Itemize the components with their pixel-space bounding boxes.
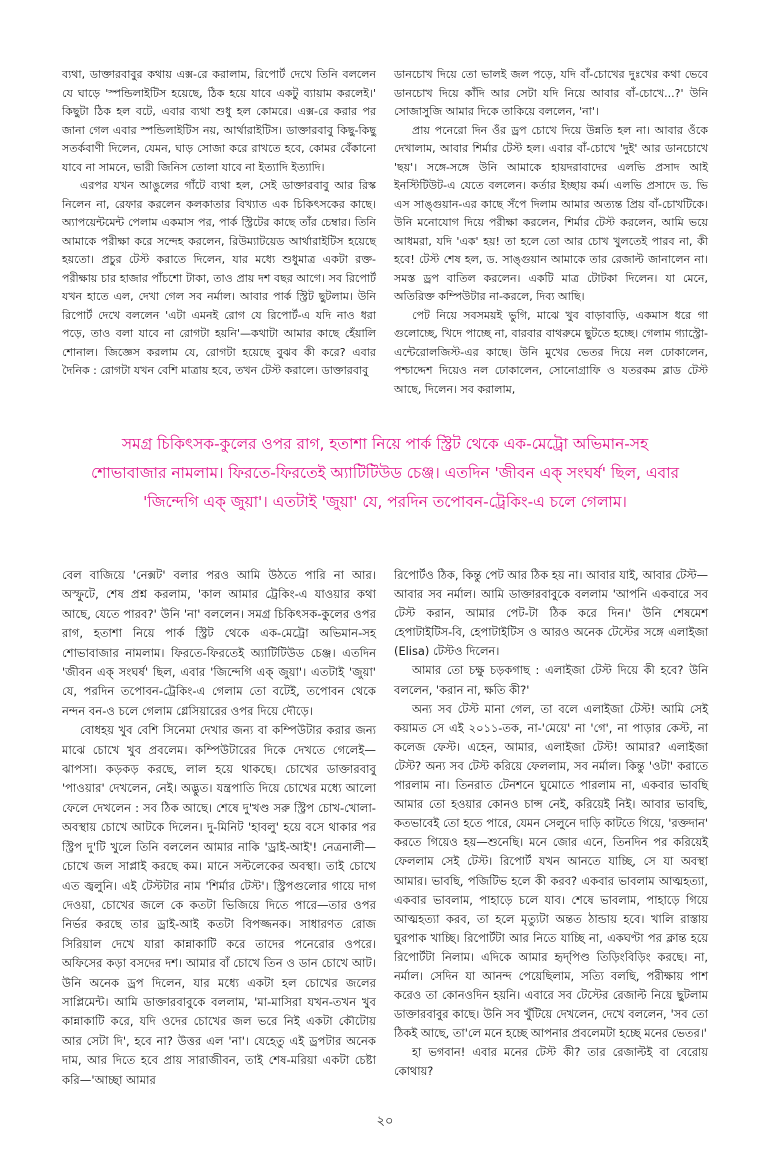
paragraph: বেল বাজিয়ে 'নেক্সট' বলার পরও আমি উঠতে পারি না আর। অস্ফুটে, শেষ প্রশ্ন করলাম, 'কাল আমার ট্রেকিং-এ যাওয়ার কথা আছে, যেতে পারব?' উনি 'না' বললেন। সমগ্র চিকিৎসক-কুলের ওপর রাগ, হতাশা নিয়ে পার্ক স্ট্রিট থেকে এক-মেট্রো অভিমান-সহ শোভাবাজার নামলাম। ফিরতে-ফিরতেই অ্যাটিটিউড চেঞ্জ। এতদিন 'জীবন এক্ সংঘর্ষ' ছিল, এবার 'জিন্দেগি এক্ জুয়া'। এতটাই 'জুয়া' যে, পরদিন তপোবন-ট্রেকিং-এ গেলাম তো বটেই, তপোবন থেকে নন্দন বন-ও চলে গেলাম গ্লেসিয়ারের ওপর দিয়ে দৌড়ে।: [62, 568, 376, 718]
pull-quote-line: সমগ্র চিকিৎসক-কুলের ওপর রাগ, হতাশা নিয়ে পার্ক স্ট্রিট থেকে এক-মেট্রো অভিমান-সহ: [121, 435, 649, 453]
page-number: ২০: [376, 1114, 394, 1129]
paragraph: হা ভগবান! এবার মনের টেস্ট কী? তার রেজাল্টই বা বেরোয় কোথায়?: [394, 1045, 708, 1079]
paragraph: আমার তো চক্ষু চড়কগাছ : এলাইজা টেস্ট দিয়ে কী হবে? উনি বললেন, 'করান না, ক্ষতি কী?': [394, 663, 708, 697]
paragraph: অন্য সব টেস্ট মানা গেল, তা বলে এলাইজা টেস্ট! আমি সেই কয়ামত সে এই ২০১১-তক, না-'মেয়ে' না 'গে', না পাড়ার কেস্ট, না কলেজ ফেস্ট। এহেন, আমার, এলাইজা টেস্ট! আমার? এলাইজা টেস্ট? অন্য সব টেস্ট করিয়ে ফেললাম, সব নর্মাল। কিন্তু 'ওটা' করাতে পারলাম না। তিনরাত টেনশনে ঘুমোতে পারলাম না, একবার ভাবছি আমার তো হওয়ার কোনও চান্স নেই, করিয়েই নিই। আবার ভাবছি, কতভাবেই তো হতে পারে, যেমন সেলুনে দাড়ি কাটতে গিয়ে, 'রক্তদান' করতে গিয়েও হয়—শুনেছি। মনে জোর এনে, তিনদিন পর করিয়েই ফেললাম সেই টেস্ট। রিপোর্ট যখন আনতে যাচ্ছি, সে যা অবস্থা আমার। ভাবছি, পজিটিভ হলে কী করব? একবার ভাবলাম আত্মহত্যা, একবার ভাবলাম, পাহাড়ে চলে যাব। শেষে ভাবলাম, পাহাড়ে গিয়ে আত্মহত্যা করব, তা হলে মৃত্যুটা অন্তত ঠান্ডায় হবে। খালি রাস্তায় ঘুরপাক খাচ্ছি। রিপোর্টটা আর নিতে যাচ্ছি না, একঘণ্টা পর ক্লান্ত হয়ে রিপোর্টটা নিলাম। এদিকে আমার হৃদ্‌পিণ্ড তিড়িংবিড়িং করছে। না, নর্মাল। সেদিন যা আনন্দ পেয়েছিলাম, সত্যি বলছি, পরীক্ষায় পাশ করেও তা কোনওদিন হয়নি। এবারে সব টেস্টের রেজাল্ট নিয়ে ছুটলাম ডাক্তারবাবুর কাছে। উনি সব খুঁটিয়ে দেখলেন, দেখে বললেন, 'সব তো ঠিকই আছে, তা'লে মনে হচ্ছে আপনার প্রবলেমটা হচ্ছে মনের ভেতর।': [394, 701, 708, 1041]
paragraph: এরপর যখন আঙুলের গাঁটে ব্যথা হল, সেই ডাক্তারবাবু আর রিস্ক নিলেন না, রেফার করলেন কলকাতার বিখ্যাত এক চিকিৎসকের কাছে। অ্যাপয়েন্টমেন্ট পেলাম একমাস পর, পার্ক স্ট্রিটের কাছে তাঁর চেম্বার। তিনি আমাকে পরীক্ষা করে সন্দেহ করলেন, রিউম্যাটয়েড আর্থারাইটিস হয়েছে হয়তো। প্রচুর টেস্ট করাতে দিলেন, যার মধ্যে শুধুমাত্র একটা রক্ত-পরীক্ষায় চার হাজার পাঁচশো টাকা, তাও প্রায় দশ বছর আগে। সব রিপোর্ট যখন হাতে এল, দেখা গেল সব নর্মাল। আবার পার্ক স্ট্রিট ছুটলাম। উনি রিপোর্ট দেখে বললেন 'এটা এমনই রোগ যে রিপোর্ট-এ যদি নাও ধরা পড়ে, তাও বলা যাবে না রোগটা হয়নি'—কথাটা আমার কাছে হেঁয়ালি শোনাল। জিজ্ঞেস করলাম যে, রোগটা হয়েছে বুঝব কী করে? এবার দৈনিক : রোগটা যখন বেশি মাত্রায় হবে, তখন টেস্ট করালে। ডাক্তারবাবু: [62, 179, 376, 377]
paragraph: রিপোর্টও ঠিক, কিন্তু পেট আর ঠিক হয় না। আবার যাই, আবার টেস্ট—আবার সব নর্মাল। আমি ডাক্তারবাবুকে বললাম 'আপনি একবারে সব টেস্ট করান, আমার পেট-টা ঠিক করে দিন।' উনি শেষমেশ হেপাটাইটিস-বি, হেপাটাইটিস ও আরও অনেক টেস্টের সঙ্গে এলাইজা (Elisa) টেস্টও দিলেন।: [394, 568, 708, 659]
pull-quote-line: শোভাবাজার নামলাম। ফিরতে-ফিরতেই অ্যাটিটিউড চেঞ্জ। এতদিন 'জীবন এক্ সংঘর্ষ' ছিল, এবার: [90, 464, 680, 482]
paragraph: ব্যথা, ডাক্তারবাবুর কথায় এক্স-রে করালাম, রিপোর্ট দেখে তিনি বললেন যে ঘাড়ে 'স্পন্ডিলাইটিস হয়েছে, ঠিক হয়ে যাবে একটু ব্যায়াম করলেই।' কিছুটা ঠিক হল বটে, এবার ব্যথা শুধু হল কোমরে। এক্স-রে করার পর জানা গেল এবার স্পন্ডিলাইটিস নয়, আর্থারাইটিস। ডাক্তারবাবু কিছু-কিছু সতর্কবাণী দিলেন, যেমন, ঘাড় সোজা করে রাখতে হবে, কোমর বেঁকানো যাবে না সামনে, ভারী জিনিস তোলা যাবে না ইত্যাদি ইত্যাদি।: [62, 68, 376, 174]
pull-quote-line: 'জিন্দেগি এক্ জুয়া'। এতটাই 'জুয়া' যে, পরদিন তপোবন-ট্রেকিং-এ চলে গেলাম।: [143, 493, 627, 511]
column-top-left: [62, 66, 376, 381]
pull-quote: [70, 430, 700, 517]
paragraph: ডানচোখ দিয়ে তো ভালই জল পড়ে, যদি বাঁ-চোখের দুঃখের কথা ভেবে ডানচোখ দিয়ে কাঁদি আর সেটা যদি নিয়ে আবার বাঁ-চোখে...?' উনি সোজাসুজি আমার দিকে তাকিয়ে বললেন, 'না'।: [394, 68, 708, 118]
paragraph: পেট নিয়ে সবসময়ই ভুগি, মাঝে খুব বাড়াবাড়ি, একমাস ধরে গা গুলোচ্ছে, খিদে পাচ্ছে না, বারবার বাথরুমে ছুটতে হচ্ছে। গেলাম গ্যাস্ট্রো-এন্টেরোলজিস্ট-এর কাছে। উনি মুখের ভেতর দিয়ে নল ঢোকালেন, পশ্চাদ্দেশ দিয়েও নল ঢোকালেন, সোনোগ্রাফি ও যতরকম ব্লাড টেস্ট আছে, দিলেন। সব করালাম,: [394, 308, 708, 396]
paragraph: প্রায় পনেরো দিন ওঁর ড্রপ চোখে দিয়ে উন্নতি হল না। আবার ওঁকে দেখালাম, আবার শির্মার টেস্ট হল। এবার বাঁ-চোখে 'দুই' আর ডানচোখে 'ছয়'। সঙ্গে-সঙ্গে উনি আমাকে হায়দরাবাদের এলভি প্রসাদ আই ইনস্টিটিউট-এ যেতে বললেন। কর্তার ইচ্ছায় কর্ম। এলভি প্রসাদে ড. ভি এস সাঙ্গুয়ান-এর কাছে সঁপে দিলাম আমার অত্যন্ত প্রিয় বাঁ-চোখটিকে। উনি মনোযোগ দিয়ে পরীক্ষা করলেন, শির্মার টেস্ট করলেন, আমি ভয়ে আধমরা, যদি 'এক' হয়! তা হলে তো আর চোখ খুলতেই পারব না, কী হবে! টেস্ট শেষ হল, ড. সাঙ্গুয়ান আমাকে তার রেজাল্ট জানালেন না। সমস্ত ড্রপ বাতিল করলেন। একটি মাত্র টোটকা দিলেন। যা মেনে, অতিরিক্ত কম্পিউটার না-করলে, দিব্য আছি।: [394, 123, 708, 303]
paragraph: বোধহয় খুব বেশি সিনেমা দেখার জন্য বা কম্পিউটার করার জন্য মাঝে চোখে খুব প্রবলেম। কম্পিউটারের দিকে দেখতে গেলেই—ঝাপসা। কড়কড় করছে, লাল হয়ে থাকছে। চোখের ডাক্তারবাবু 'পাওয়ার' দেখলেন, নেই। অদ্ভুত। যন্ত্রপাতি দিয়ে চোখের মধ্যে আলো ফেলে দেখলেন : সব ঠিক আছে। শেষে দু'খণ্ড সরু স্ট্রিপ চোখ-খোলা-অবস্থায় চোখে আটকে দিলেন। দু-মিনিট 'হাবলু' হয়ে বসে থাকার পর স্ট্রিপ দু'টি খুলে তিনি বললেন আমার নাকি 'ড্রাই-আই'! নেত্রনালী—চোখে জল সাপ্লাই করছে কম। মানে সল্টলেকের অবস্থা। তাই চোখে এত জ্বলুনি। এই টেস্টটার নাম 'শির্মার টেস্ট'। স্ট্রিপগুলোর গায়ে দাগ দেওয়া, চোখের জলে কে কতটা ভিজিয়ে দিতে পারে—তার ওপর নির্ভর করছে তার ড্রাই-আই কতটা বিপজ্জনক। সাধারণত রোজ সিরিয়াল দেখে যারা কান্নাকাটি করে তাদের পনেরোর ওপরে। অফিসের কড়া বসদের দশ। আমার বাঁ চোখে তিন ও ডান চোখে আট। উনি অনেক ড্রপ দিলেন, যার মধ্যে একটা হল চোখের জলের সাপ্লিমেন্ট। আমি ডাক্তারবাবুকে বললাম, 'মা-মাসিরা যখন-তখন খুব কান্নাকাটি করে, যদি ওদের চোখের জল ভরে নিই একটা কৌটোয় আর সেটা দি', হবে না? উত্তর এল 'না'। যেহেতু এই ড্রপটার অনেক দাম, আর দিতে হবে প্রায় সারাজীবন, তাই শেষ-মরিয়া একটা চেষ্টা করি—'আচ্ছা আমার: [62, 723, 376, 1087]
column-bottom-right: [394, 566, 708, 1082]
column-top-right: [394, 66, 708, 399]
column-bottom-left: [62, 566, 376, 1090]
